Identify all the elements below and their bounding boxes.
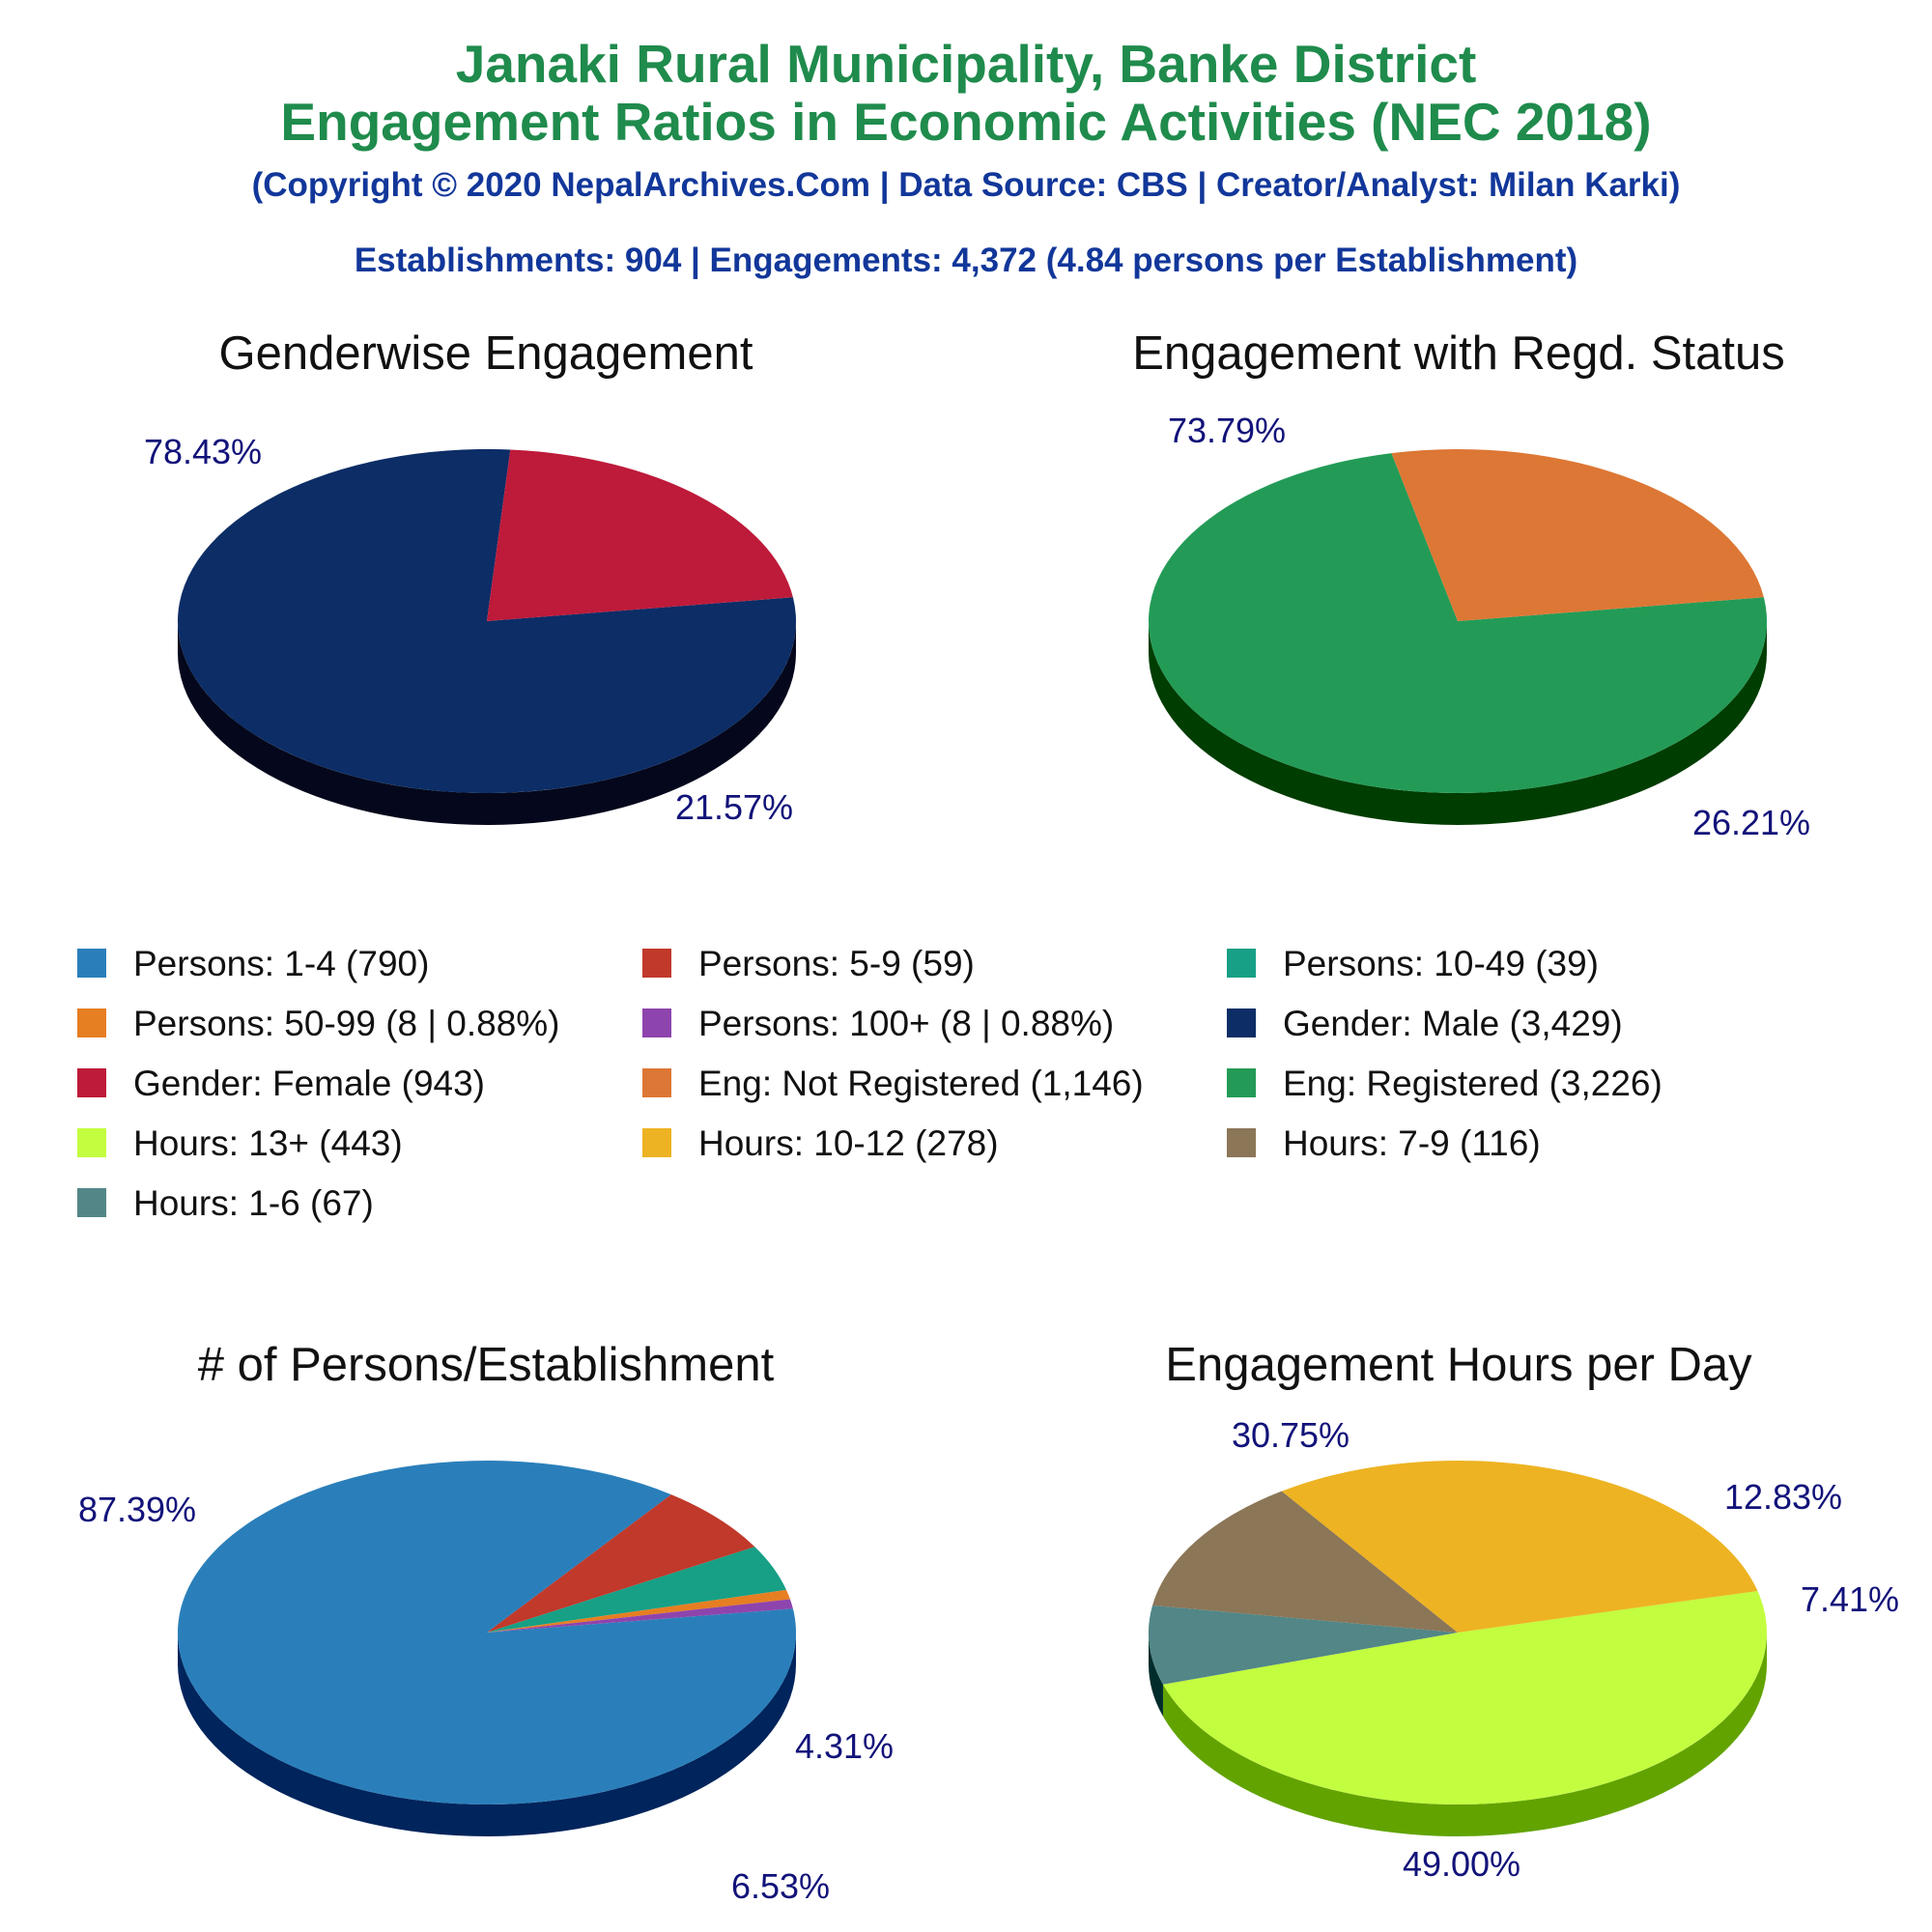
pie-slice-label: 26.21% — [1691, 803, 1811, 842]
summary-line: Establishments: 904 | Engagements: 4,372 (4.84 persons per Establishment) — [354, 242, 1578, 279]
legend-label: Persons: 5-9 (59) — [698, 944, 975, 983]
pie-title-gender: Genderwise Engagement — [218, 327, 753, 380]
legend-swatch — [77, 1188, 106, 1217]
pie-slice — [487, 450, 793, 621]
pie-3 — [1149, 1415, 1899, 1884]
legend-swatch — [642, 1128, 671, 1157]
chart-subtitle: Engagement Ratios in Economic Activities (NEC 2018) — [280, 92, 1652, 152]
pie-slice-label: 21.57% — [674, 787, 794, 827]
legend-label: Hours: 13+ (443) — [133, 1123, 403, 1163]
legend-label: Persons: 10-49 (39) — [1283, 944, 1600, 983]
legend-label: Eng: Not Registered (1,146) — [698, 1064, 1144, 1103]
legend-swatch — [1227, 1068, 1256, 1097]
legend-label: Gender: Female (943) — [133, 1064, 486, 1103]
legend-label: Persons: 1-4 (790) — [133, 944, 430, 983]
legend-label: Gender: Male (3,429) — [1283, 1004, 1623, 1043]
legend-label: Hours: 10-12 (278) — [698, 1123, 999, 1163]
pie-slice-label: 6.53% — [730, 1866, 831, 1906]
legend-swatch — [1227, 949, 1256, 978]
legend-label: Persons: 50-99 (8 | 0.88%) — [133, 1004, 560, 1043]
pie-slice-label: 7.41% — [1800, 1579, 1900, 1619]
legend-label: Persons: 100+ (8 | 0.88%) — [698, 1004, 1115, 1043]
legend-label: Hours: 1-6 (67) — [133, 1183, 374, 1223]
chart-title: Janaki Rural Municipality, Banke District — [455, 34, 1477, 94]
legend-swatch — [77, 1068, 106, 1097]
pie-title-regd: Engagement with Regd. Status — [1132, 327, 1785, 380]
legend-swatch — [642, 1009, 671, 1037]
pie-slice-label: 30.75% — [1231, 1415, 1350, 1455]
pie-slice-label: 73.79% — [1167, 411, 1287, 450]
pie-slice-label: 4.31% — [794, 1726, 895, 1766]
pie-slice-label: 49.00% — [1402, 1844, 1521, 1884]
copyright-note: (Copyright © 2020 NepalArchives.Com | Data Source: CBS | Creator/Analyst: Milan Karki) — [251, 166, 1681, 204]
pie-slice-label: 78.43% — [143, 432, 263, 471]
pie-2 — [78, 1461, 894, 1906]
pie-1 — [1149, 411, 1810, 842]
legend-swatch — [642, 1068, 671, 1097]
legend-swatch — [77, 1128, 106, 1157]
pie-title-persons: # of Persons/Establishment — [197, 1339, 775, 1391]
pie-title-hours: Engagement Hours per Day — [1165, 1339, 1752, 1391]
legend-swatch — [1227, 1128, 1256, 1157]
pie-0 — [144, 432, 796, 827]
legend-swatch — [77, 1009, 106, 1037]
legend-swatch — [1227, 1009, 1256, 1037]
legend-label: Eng: Registered (3,226) — [1283, 1064, 1662, 1103]
pie-slice-label: 12.83% — [1723, 1477, 1843, 1517]
legend-swatch — [642, 949, 671, 978]
legend-label: Hours: 7-9 (116) — [1283, 1123, 1541, 1163]
legend-swatch — [77, 949, 106, 978]
pie-slice-label: 87.39% — [77, 1490, 197, 1529]
